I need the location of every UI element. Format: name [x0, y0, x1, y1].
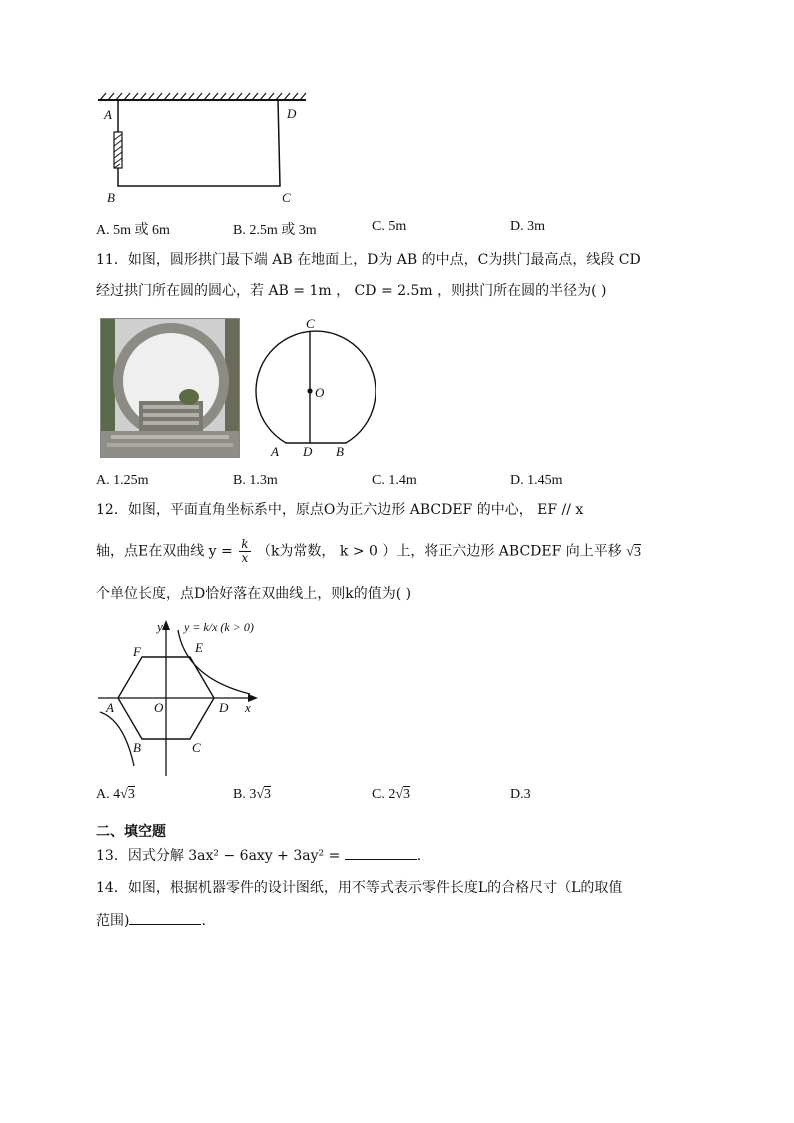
fig11-label-o: O	[315, 385, 325, 400]
fig10-label-b: B	[107, 190, 115, 205]
fig12-point-e: E	[195, 640, 203, 655]
q11-option-a: A. 1.25m	[96, 473, 149, 488]
q12-option-c-rad: 3	[403, 787, 411, 802]
q12-option-a: A. 4√3	[96, 787, 135, 802]
q12-option-a-coef: A. 4	[96, 787, 121, 802]
figure-q12-hexagon	[94, 618, 266, 778]
fig10-label-c: C	[282, 190, 291, 205]
q13-text	[96, 845, 421, 866]
q13-period: .	[416, 848, 422, 864]
fig10-label-a: A	[104, 107, 112, 122]
figure-q11-circle	[244, 316, 376, 462]
fig10-label-d: D	[287, 106, 297, 121]
section-fill-blank-title: 二、填空题	[96, 824, 166, 840]
fig12-curve-label: y = k/x (k > 0)	[184, 620, 254, 634]
q10-option-d: D. 3m	[510, 219, 545, 234]
q11-text-line1: 11．如图，圆形拱门最下端 AB 在地面上，D为 AB 的中点，C为拱门最高点，线段 CD	[96, 252, 641, 268]
q11-option-d: D. 1.45m	[510, 473, 563, 488]
fig11-label-b: B	[336, 444, 344, 459]
fig12-point-d: D	[219, 700, 229, 715]
fig12-axis-y: y	[157, 619, 163, 634]
q12-option-b: B. 3√3	[233, 787, 272, 802]
q10-option-a: A. 5m 或 6m	[96, 223, 170, 238]
q12-option-c: C. 2√3	[372, 787, 411, 802]
q12-option-b-coef: B. 3	[233, 787, 257, 802]
q12-option-a-rad: 3	[127, 787, 135, 802]
fig11-label-a: A	[271, 444, 279, 459]
fig12-point-c: C	[192, 740, 201, 755]
fig11-label-d: D	[303, 444, 313, 459]
q12-line2-end: （k为常数， k > 0 ）上，将正六边形 ABCDEF 向上平移	[256, 543, 622, 560]
q12-option-d: D.3	[510, 787, 531, 802]
fig12-point-o: O	[154, 700, 164, 715]
q13-question: 13．因式分解 3ax² − 6axy + 3ay² =	[96, 848, 341, 864]
figure-q10-frame	[90, 90, 320, 205]
q14-period: .	[201, 913, 206, 929]
q12-sqrt: √3	[626, 544, 641, 560]
q12-option-b-rad: 3	[264, 787, 272, 802]
q12-fraction-numerator: k	[241, 537, 249, 551]
q10-option-b: B. 2.5m 或 3m	[233, 223, 317, 238]
fig12-axis-x: x	[245, 700, 251, 715]
q12-line2-start: 轴，点E在双曲线 y =	[96, 543, 233, 560]
q12-text-line3: 个单位长度，点D恰好落在双曲线上，则k的值为( )	[96, 586, 412, 602]
q10-option-c: C. 5m	[372, 219, 407, 234]
q11-option-c: C. 1.4m	[372, 473, 417, 488]
q12-fraction-denominator: x	[241, 551, 249, 565]
q14-answer-blank[interactable]	[129, 910, 201, 925]
q14-text-line2	[96, 910, 206, 931]
q13-answer-blank[interactable]	[345, 845, 417, 860]
q14-text-line1: 14．如图，根据机器零件的设计图纸，用不等式表示零件长度L的合格尺寸（L的取值	[96, 880, 623, 896]
q12-option-c-coef: C. 2	[372, 787, 396, 802]
fig11-label-c: C	[306, 316, 315, 331]
q12-sqrt-value: 3	[633, 544, 641, 560]
q12-text-line2	[96, 538, 641, 565]
moon-gate-photo	[100, 318, 240, 458]
fig12-point-b: B	[133, 740, 141, 755]
q11-option-b: B. 1.3m	[233, 473, 278, 488]
q12-text-line1: 12．如图，平面直角坐标系中，原点O为正六边形 ABCDEF 的中心， EF // x	[96, 502, 584, 518]
q12-fraction	[239, 538, 250, 565]
fig12-point-f: F	[133, 644, 141, 659]
q11-text-line2: 经过拱门所在圆的圆心，若 AB = 1m ， CD = 2.5m ，则拱门所在圆的半径为( )	[96, 283, 607, 299]
fig12-point-a: A	[106, 700, 114, 715]
q14-line2-start: 范围)	[96, 913, 130, 929]
